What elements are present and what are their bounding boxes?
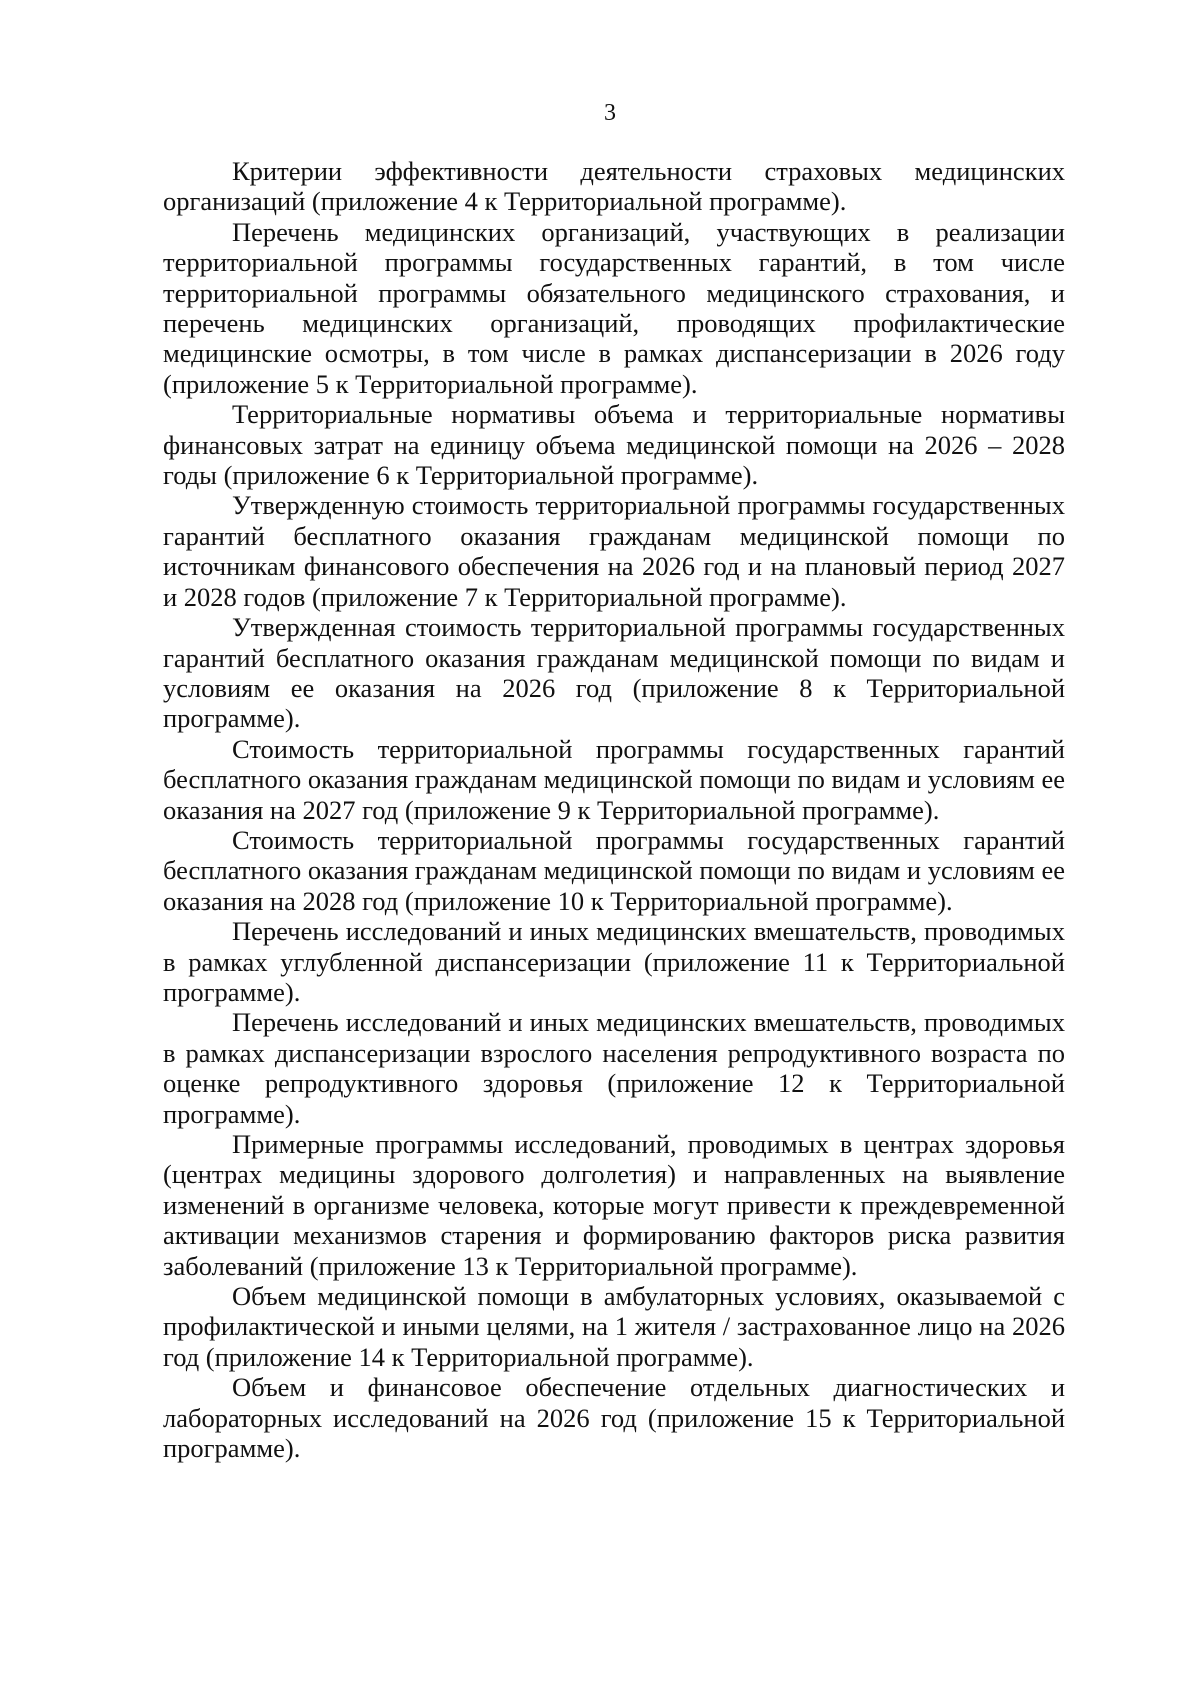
paragraph-appendix-6: Территориальные нормативы объема и территориальные нормативы финансовых затрат на единицу объема медицинской помощи на 2026 – 2028 годы (приложение 6 к Территориальной программе). xyxy=(163,399,1065,491)
paragraph-appendix-9: Стоимость территориальной программы государственных гарантий бесплатного оказания гражданам медицинской помощи по видам и условиям ее оказания на 2027 год (приложение 9 к Территориальной программе). xyxy=(163,733,1065,825)
paragraph-appendix-10: Стоимость территориальной программы государственных гарантий бесплатного оказания гражданам медицинской помощи по видам и условиям ее оказания на 2028 год (приложение 10 к Территориальной программе). xyxy=(163,824,1065,916)
paragraph-appendix-15: Объем и финансовое обеспечение отдельных диагностических и лабораторных исследований на 2026 год (приложение 15 к Территориальной программе). xyxy=(163,1372,1065,1464)
paragraph-appendix-7: Утвержденную стоимость территориальной программы государственных гарантий бесплатного оказания гражданам медицинской помощи по источникам финансового обеспечения на 2026 год и на плановый период 2027 и 2028 годов (приложение 7 к Территориальной программе). xyxy=(163,490,1065,612)
paragraph-appendix-12: Перечень исследований и иных медицинских вмешательств, проводимых в рамках диспансеризации взрослого населения репродуктивного возраста по оценке репродуктивного здоровья (приложение 12 к Территориальной программе). xyxy=(163,1007,1065,1129)
paragraph-appendix-8: Утвержденная стоимость территориальной программы государственных гарантий бесплатного оказания гражданам медицинской помощи по видам и условиям ее оказания на 2026 год (приложение 8 к Территориальной программе). xyxy=(163,612,1065,734)
paragraph-appendix-14: Объем медицинской помощи в амбулаторных условиях, оказываемой с профилактической и иными целями, на 1 жителя / застрахованное лицо на 2026 год (приложение 14 к Территориальной программе). xyxy=(163,1281,1065,1372)
paragraph-appendix-13: Примерные программы исследований, проводимых в центрах здоровья (центрах медицины здорового долголетия) и направленных на выявление изменений в организме человека, которые могут привести к преждевременной активации механизмов старения и формированию факторов риска развития заболеваний (приложение 13 к Территориальной программе). xyxy=(163,1129,1065,1281)
paragraph-appendix-11: Перечень исследований и иных медицинских вмешательств, проводимых в рамках углубленной диспансеризации (приложение 11 к Территориальной программе). xyxy=(163,916,1065,1007)
document-body xyxy=(163,156,1065,1463)
page-number: 3 xyxy=(604,100,616,126)
paragraph-appendix-5: Перечень медицинских организаций, участвующих в реализации территориальной программы государственных гарантий, в том числе территориальной программы обязательного медицинского страхования, и перечень медицинских организаций, проводящих профилактические медицинские осмотры, в том числе в рамках диспансеризации в 2026 году (приложение 5 к Территориальной программе). xyxy=(163,216,1065,399)
paragraph-appendix-4: Критерии эффективности деятельности страховых медицинских организаций (приложение 4 к Территориальной программе). xyxy=(163,156,1065,217)
